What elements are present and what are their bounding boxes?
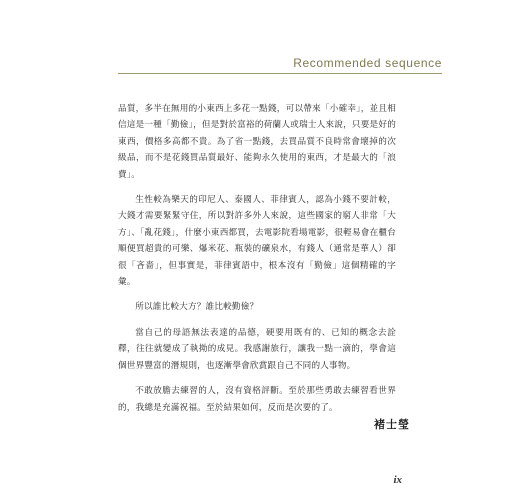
body-text <box>118 101 396 425</box>
header-divider <box>118 73 442 74</box>
paragraph-3: 所以誰比較大方？誰比較勤儉？ <box>135 302 259 313</box>
paragraph-2: 生性較為樂天的印尼人、泰國人、菲律賓人，認為小錢不要計較，大錢才需要緊緊守住，所以對許多外人來說，這些國家的窮人非常「大方」、「亂花錢」，什麼小東西都買，去電影院看場電影，很輕易會在櫃台順便買超貴的可樂、爆米花、瓶裝的礦泉水，有錢人（通常是華人）卻很「吝嗇」，但事實是，菲律賓語中，根本沒有「勤儉」這個精確的字彙。 <box>118 195 396 288</box>
header-title: Recommended sequence <box>293 56 442 70</box>
author-signature: 褚士瑩 <box>374 418 410 431</box>
paragraph-5: 不敢放膽去練習的人，沒有資格評斷。至於那些勇敢去練習看世界的，我總是充滿祝福。至於結果如何，反而是次要的了。 <box>118 386 396 413</box>
paragraph-4: 當自己的母語無法表達的品德，硬要用既有的、已知的概念去詮釋，往往就變成了執拗的成見。我感謝旅行，讓我一點一滴的，學會這個世界豐富的潛規則，也逐漸學會欣賞跟自己不同的人事物。 <box>118 327 396 371</box>
page-number: ix <box>393 474 402 486</box>
paragraph-1: 品質，多半在無用的小東西上多花一點錢，可以帶來「小確幸」，並且相信這是一種「勤儉」，但是對於富裕的荷蘭人或瑞士人來說，只要是好的東西，價格多高都不貴。為了省一點錢，去買品質不良時常會壞掉的次級品，而不是花錢買品質最好、能夠永久使用的東西，才是最大的「浪費」。 <box>118 104 396 180</box>
